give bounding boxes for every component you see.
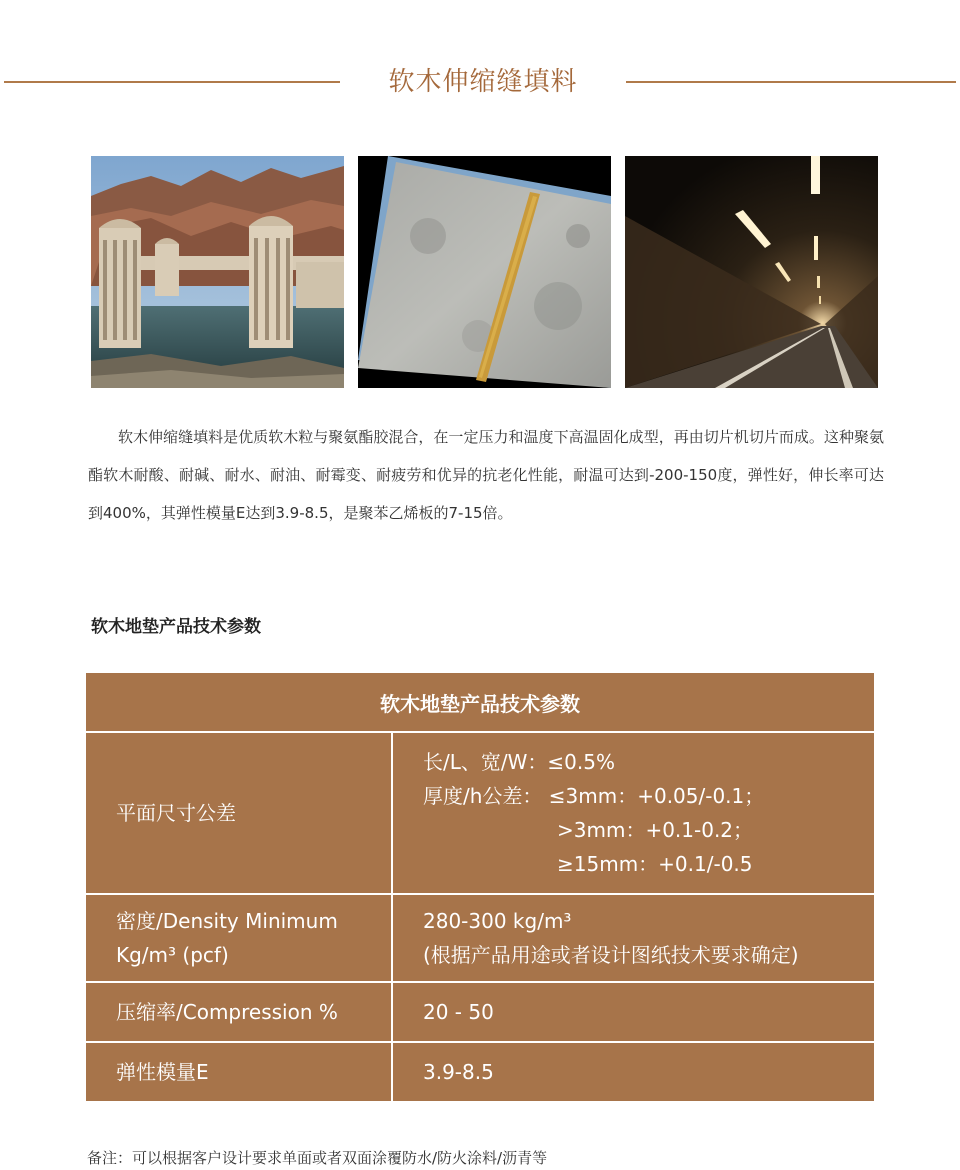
spec-table bbox=[86, 673, 874, 1101]
density-label bbox=[86, 894, 392, 982]
elasticity-value: 3.9-8.5 bbox=[392, 1042, 874, 1101]
section-heading: 软木地垫产品技术参数 bbox=[91, 617, 261, 637]
intro-text: 软木伸缩缝填料是优质软木粒与聚氨酯胶混合，在一定压力和温度下高温固化成型，再由切片机切片而成。这种聚氨酯软木耐酸、耐碱、耐水、耐油、耐霉变、耐疲劳和优异的抗老化性能，耐温可达到-200-150度，弹性好，伸长率可达到400%，其弹性模量E达到3.9-8.5，是聚苯乙烯板的7-15倍。 bbox=[88, 428, 884, 522]
density-label-line: Kg/m³ (pcf) bbox=[116, 943, 229, 967]
density-value-line: (根据产品用途或者设计图纸技术要求确定) bbox=[423, 943, 799, 967]
page-title-row bbox=[0, 62, 960, 102]
tolerance-label: 平面尺寸公差 bbox=[86, 732, 392, 894]
table-header-row bbox=[86, 673, 874, 732]
tolerance-value bbox=[392, 732, 874, 894]
compression-value: 20 - 50 bbox=[392, 982, 874, 1042]
page-title: 软木伸缩缝填料 bbox=[388, 67, 578, 97]
density-label-line: 密度/Density Minimum bbox=[116, 909, 338, 933]
footnote: 备注：可以根据客户设计要求单面或者双面涂覆防水/防火涂料/沥青等 bbox=[87, 1149, 548, 1167]
table-row bbox=[86, 732, 874, 894]
tolerance-line: ≥15mm：+0.1/-0.5 bbox=[557, 852, 753, 876]
title-divider-right bbox=[626, 81, 956, 83]
title-divider-left bbox=[4, 81, 340, 83]
tolerance-line: >3mm：+0.1-0.2； bbox=[557, 818, 754, 842]
concrete-joint-photo bbox=[358, 156, 611, 388]
table-header: 软木地垫产品技术参数 bbox=[86, 673, 874, 732]
compression-label: 压缩率/Compression % bbox=[86, 982, 392, 1042]
tunnel-photo bbox=[625, 156, 878, 388]
tolerance-line: 长/L、宽/W：≤0.5% bbox=[423, 750, 615, 774]
density-value bbox=[392, 894, 874, 982]
elasticity-label: 弹性模量E bbox=[86, 1042, 392, 1101]
table-row bbox=[86, 1042, 874, 1101]
table-row bbox=[86, 894, 874, 982]
tolerance-line: 厚度/h公差： ≤3mm：+0.05/-0.1； bbox=[423, 784, 765, 808]
table-row bbox=[86, 982, 874, 1042]
dam-intake-towers-photo bbox=[91, 156, 344, 388]
density-value-line: 280-300 kg/m³ bbox=[423, 909, 572, 933]
intro-paragraph bbox=[88, 418, 884, 532]
